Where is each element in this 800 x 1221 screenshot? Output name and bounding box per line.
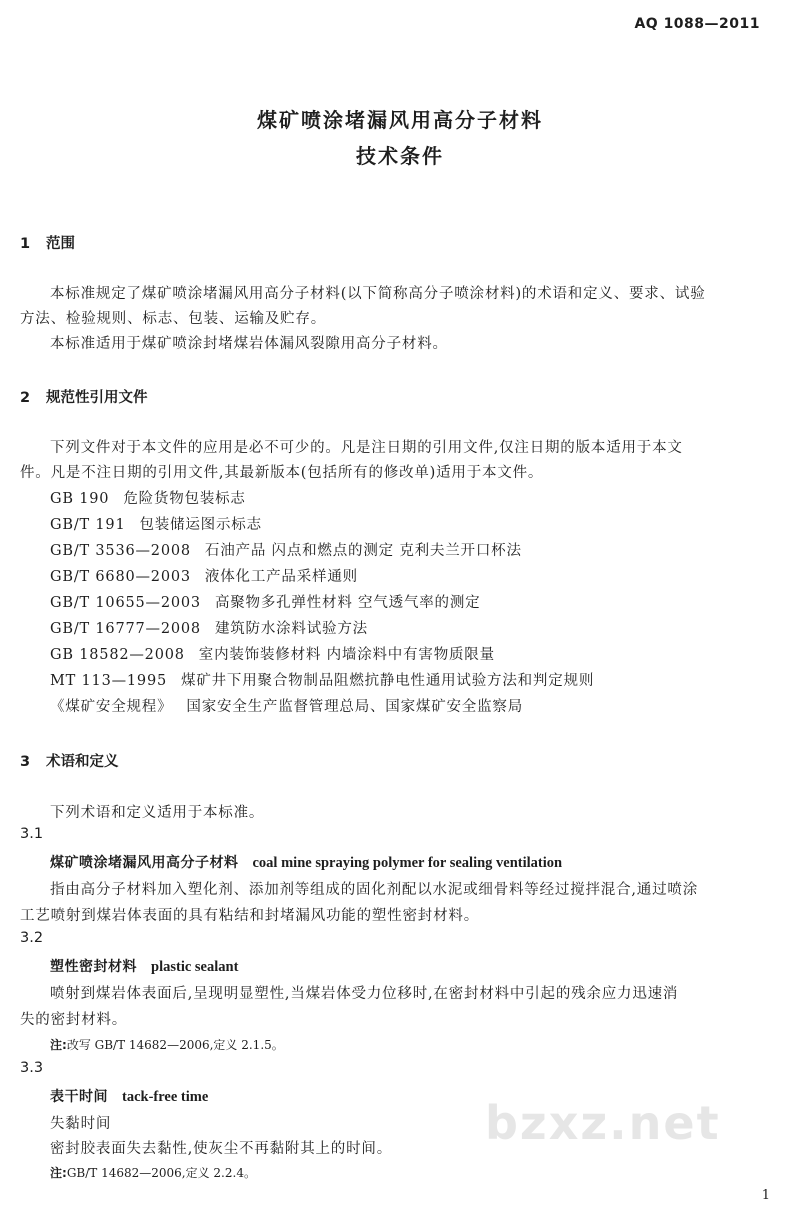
document-title-line1: 煤矿喷涂堵漏风用高分子材料 [257, 108, 543, 132]
reference-title: 室内装饰装修材料 内墙涂料中有害物质限量 [198, 647, 495, 663]
term-definition-line-2: 失的密封材料。 [20, 1012, 128, 1028]
section-2-paragraph-line-1: 下列文件对于本文件的应用是必不可少的。凡是注日期的引用文件,仅注日期的版本适用于本文 [50, 440, 683, 456]
term-number: 3.3 [20, 1060, 44, 1076]
term-note [50, 1164, 256, 1181]
reference-code: GB 18582—2008 [50, 647, 185, 663]
reference-item [50, 513, 262, 534]
watermark: bzxz.net [485, 1096, 721, 1150]
reference-item [50, 643, 495, 664]
section-2-heading [20, 386, 148, 407]
reference-title: 危险货物包装标志 [123, 491, 246, 507]
term-chinese: 塑性密封材料 [50, 959, 137, 975]
section-3-intro: 下列术语和定义适用于本标准。 [50, 805, 265, 821]
reference-item [50, 617, 368, 638]
reference-title: 国家安全生产监督管理总局、国家煤矿安全监察局 [186, 699, 524, 715]
section-1-heading [20, 232, 75, 253]
section-2-paragraph-line-2: 件。凡是不注日期的引用文件,其最新版本(包括所有的修改单)适用于本文件。 [20, 465, 544, 481]
reference-code: GB 190 [50, 491, 110, 507]
section-title: 范围 [46, 236, 75, 252]
reference-item [50, 487, 246, 508]
note-label: 注: [50, 1038, 67, 1052]
term-definition-line-1: 密封胶表面失去黏性,使灰尘不再黏附其上的时间。 [50, 1141, 393, 1157]
section-1-paragraph-2: 本标准适用于煤矿喷涂封堵煤岩体漏风裂隙用高分子材料。 [50, 336, 448, 352]
reference-code: MT 113—1995 [50, 673, 168, 689]
section-number: 3 [20, 754, 31, 770]
section-number: 1 [20, 236, 31, 252]
term-chinese: 煤矿喷涂堵漏风用高分子材料 [50, 855, 239, 871]
reference-title: 煤矿井下用聚合物制品阻燃抗静电性通用试验方法和判定规则 [181, 673, 595, 689]
reference-item [50, 539, 522, 560]
term-heading [50, 852, 562, 872]
term-english: plastic sealant [151, 959, 239, 975]
reference-code: GB/T 6680—2003 [50, 569, 191, 585]
section-number: 2 [20, 390, 31, 406]
note-text: 改写 GB/T 14682—2006,定义 2.1.5。 [66, 1038, 284, 1052]
section-3-heading [20, 750, 119, 771]
document-title-line2: 技术条件 [356, 144, 444, 168]
note-label: 注: [50, 1166, 67, 1180]
term-english: tack-free time [122, 1089, 209, 1105]
reference-item [50, 565, 358, 586]
section-1-paragraph-1-line-2: 方法、检验规则、标志、包装、运输及贮存。 [20, 311, 326, 327]
reference-code: 《煤矿安全规程》 [50, 699, 173, 715]
term-english: coal mine spraying polymer for sealing ventilation [252, 855, 563, 871]
term-note [50, 1036, 284, 1053]
reference-title: 包装储运图示标志 [139, 517, 262, 533]
term-heading [50, 956, 238, 976]
reference-code: GB/T 191 [50, 517, 126, 533]
reference-title: 液体化工产品采样通则 [204, 569, 358, 585]
term-chinese: 表干时间 [50, 1089, 108, 1105]
term-number: 3.2 [20, 930, 44, 946]
reference-code: GB/T 16777—2008 [50, 621, 201, 637]
term-heading [50, 1086, 208, 1106]
reference-code: GB/T 10655—2003 [50, 595, 201, 611]
reference-item [50, 591, 480, 612]
section-title: 规范性引用文件 [46, 390, 148, 406]
page-number: 1 [761, 1188, 770, 1203]
reference-item [50, 669, 594, 690]
term-synonym: 失黏时间 [50, 1116, 112, 1132]
reference-item [50, 695, 523, 716]
section-title: 术语和定义 [46, 754, 119, 770]
standard-number: AQ 1088—2011 [634, 16, 760, 32]
reference-code: GB/T 3536—2008 [50, 543, 191, 559]
term-definition-line-1: 指由高分子材料加入塑化剂、添加剂等组成的固化剂配以水泥或细骨料等经过搅拌混合,通过喷涂 [50, 882, 699, 898]
term-definition-line-2: 工艺喷射到煤岩体表面的具有粘结和封堵漏风功能的塑性密封材料。 [20, 908, 479, 924]
reference-title: 建筑防水涂料试验方法 [214, 621, 368, 637]
reference-title: 石油产品 闪点和燃点的测定 克利夫兰开口杯法 [204, 543, 522, 559]
section-1-paragraph-1-line-1: 本标准规定了煤矿喷涂堵漏风用高分子材料(以下简称高分子喷涂材料)的术语和定义、要求、试验 [50, 286, 706, 302]
term-definition-line-1: 喷射到煤岩体表面后,呈现明显塑性,当煤岩体受力位移时,在密封材料中引起的残余应力迅速消 [50, 986, 679, 1002]
term-number: 3.1 [20, 826, 44, 842]
note-text: GB/T 14682—2006,定义 2.2.4。 [66, 1166, 256, 1180]
reference-title: 高聚物多孔弹性材料 空气透气率的测定 [214, 595, 481, 611]
